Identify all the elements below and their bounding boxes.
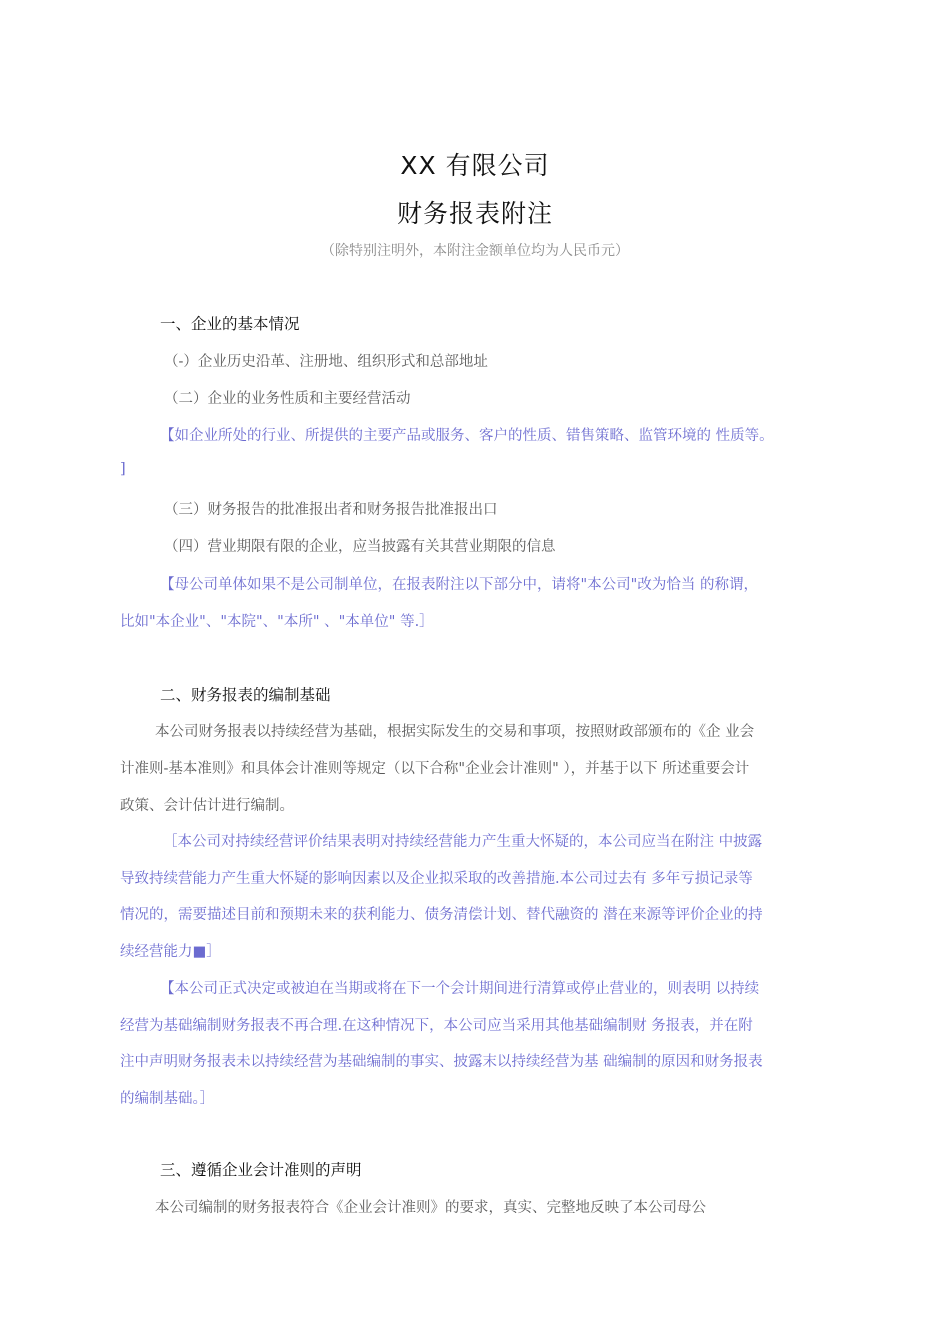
section-2-note-2-line-4: 的编制基础。］ (120, 1091, 215, 1107)
document-title: 财务报表附注 (396, 199, 553, 228)
section-1-note-2-line-1: 【母公司单体如果不是公司制单位，在报表附注以下部分中，请将"本公司"改为恰当 的称谓， (160, 577, 758, 593)
section-1-note-1-line-2: ] (120, 461, 126, 477)
section-2-note-2-line-3: 注中声明财务报表未以持续经营为基础编制的事实、披露末以持续经营为基 础编制的原因和财务报表 (120, 1054, 763, 1070)
section-3-para-line-1: 本公司编制的财务报表符合《企业会计准则》的要求，真实、完整地反映了本公司母公 (155, 1200, 706, 1216)
section-2-note-1-line-3: 情况的，需要描述目前和预期未来的获利能力、债务清偿计划、替代融资的 潜在来源等评价企业的持 (120, 907, 763, 923)
section-2-note-2-line-2: 经营为基础编制财务报表不再合理.在这种情况下，本公司应当采用其他基础编制财 务报表，并在附 (120, 1018, 753, 1034)
section-2-para-line-3: 政策、会计估计进行编制。 (120, 798, 294, 814)
section-2-heading: 二、财务报表的编制基础 (160, 686, 331, 704)
company-name: XX 有限公司 (400, 151, 550, 180)
section-3-heading: 三、遵循企业会计准则的声明 (160, 1161, 362, 1179)
section-2-note-1-line-4: 续经营能力■］ (120, 944, 221, 960)
section-1-note-2-line-2: 比如"本企业"、"本院"、"本所" 、"本单位" 等.］ (120, 614, 434, 630)
section-1-item-1: （-）企业历史沿革、注册地、组织形式和总部地址 (164, 354, 488, 370)
section-1-heading: 一、企业的基本情况 (160, 315, 300, 333)
section-1-item-3: （三）财务报告的批准报出者和财务报告批准报出口 (164, 502, 498, 518)
section-2-para-line-2: 计准则-基本准则》和具体会计准则等规定（以下合称"企业会计准则" ），并基于以下 所述重要会计 (120, 761, 750, 777)
section-2-note-2-line-1: 【本公司正式决定或被迫在当期或将在下一个会计期间进行清算或停止营业的，则表明 以持续 (160, 981, 760, 997)
section-2-note-1-line-1: ［本公司对持续经营评价结果表明对持续经营能力产生重大怀疑的，本公司应当在附注 中披露 (163, 834, 763, 850)
unit-note: （除特别注明外，本附注金额单位均为人民币元） (321, 243, 629, 259)
section-2-para-line-1: 本公司财务报表以持续经营为基础，根据实际发生的交易和事项，按照财政部颁布的《企 业会 (155, 724, 755, 740)
section-1-item-4: （四）营业期限有限的企业，应当披露有关其营业期限的信息 (164, 539, 556, 555)
section-1-note-1-line-1: 【如企业所处的行业、所提供的主要产品或服务、客户的性质、错售策略、监管环境的 性质等。 (160, 428, 774, 444)
section-1-item-2: （二）企业的业务性质和主要经营活动 (164, 391, 411, 407)
section-2-note-1-line-2: 导致持续营能力产生重大怀疑的影响因素以及企业拟采取的改善措施.本公司过去有 多年亏损记录等 (120, 871, 753, 887)
